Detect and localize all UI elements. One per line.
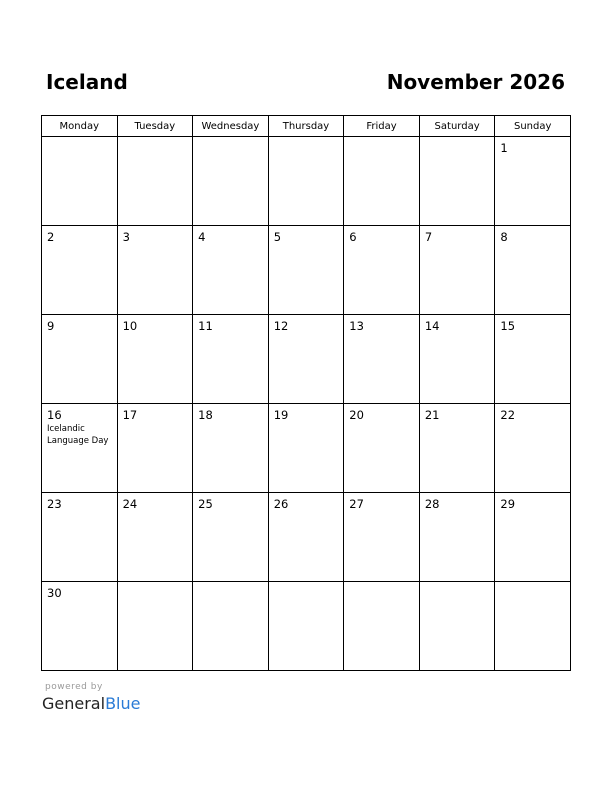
- day-number: [118, 137, 193, 141]
- day-number: [495, 582, 570, 586]
- day-cell: [117, 137, 193, 226]
- day-cell: [117, 226, 193, 315]
- day-number: 29: [500, 497, 516, 511]
- powered-by-text: powered by: [45, 682, 103, 692]
- day-cell: [344, 226, 420, 315]
- day-cell: [495, 404, 571, 493]
- generalblue-logo[interactable]: [42, 694, 140, 713]
- day-cell: [193, 226, 269, 315]
- day-number: 15: [500, 319, 516, 333]
- day-number: 22: [500, 408, 516, 422]
- calendar-country: Iceland: [46, 70, 128, 94]
- day-cell: [193, 582, 269, 671]
- weekday-header-row: [42, 116, 571, 137]
- day-cell: [193, 404, 269, 493]
- day-number: [269, 137, 344, 141]
- day-cell: [419, 493, 495, 582]
- day-cell: [268, 315, 344, 404]
- day-number: 12: [273, 319, 289, 333]
- day-number: 18: [198, 408, 213, 422]
- day-number: [42, 137, 117, 141]
- weekday-header: Wednesday: [193, 116, 269, 137]
- day-cell: [344, 582, 420, 671]
- day-number: [344, 137, 419, 141]
- day-number: 3: [122, 230, 130, 244]
- day-cell: [344, 493, 420, 582]
- weekday-header: Friday: [344, 116, 420, 137]
- week-row: [42, 137, 571, 226]
- day-cell: [419, 226, 495, 315]
- week-row: [42, 582, 571, 671]
- day-number: 1: [500, 141, 508, 155]
- day-cell: [42, 582, 118, 671]
- day-cell: [42, 226, 118, 315]
- day-cell: [268, 493, 344, 582]
- day-cell: [419, 315, 495, 404]
- day-number: 19: [273, 408, 289, 422]
- day-number: [118, 582, 193, 586]
- day-number: 16: [47, 408, 62, 422]
- day-number: 25: [198, 497, 213, 511]
- day-cell: [419, 582, 495, 671]
- day-number: 26: [273, 497, 289, 511]
- day-cell: [42, 315, 118, 404]
- weekday-header: Sunday: [495, 116, 571, 137]
- logo-blue-text: Blue: [105, 694, 141, 713]
- day-cell: [268, 137, 344, 226]
- day-number: 24: [122, 497, 138, 511]
- day-cell: [268, 404, 344, 493]
- day-cell: [117, 582, 193, 671]
- day-number: 17: [122, 408, 138, 422]
- day-number: 27: [349, 497, 364, 511]
- day-cell: [193, 493, 269, 582]
- day-cell: [117, 493, 193, 582]
- weekday-header: Tuesday: [117, 116, 193, 137]
- day-cell: [193, 315, 269, 404]
- day-number: 23: [47, 497, 62, 511]
- day-number: 4: [198, 230, 206, 244]
- day-cell: [495, 315, 571, 404]
- day-cell: [42, 137, 118, 226]
- day-number: 2: [47, 230, 55, 244]
- week-row: [42, 404, 571, 493]
- day-number: 30: [47, 586, 62, 600]
- day-number: 28: [424, 497, 440, 511]
- day-cell: [344, 404, 420, 493]
- day-cell: [42, 493, 118, 582]
- weekday-header: Thursday: [268, 116, 344, 137]
- day-cell: [495, 137, 571, 226]
- day-number: 9: [47, 319, 55, 333]
- day-number: 13: [349, 319, 364, 333]
- day-number: 14: [424, 319, 440, 333]
- weekday-header: Saturday: [419, 116, 495, 137]
- day-number: 20: [349, 408, 364, 422]
- day-number: [344, 582, 419, 586]
- holiday-label: Icelandic Language Day: [47, 424, 109, 446]
- week-row: [42, 315, 571, 404]
- day-number: [193, 582, 268, 586]
- day-number: [420, 137, 495, 141]
- day-cell: [495, 493, 571, 582]
- day-number: [269, 582, 344, 586]
- weekday-header: Monday: [42, 116, 118, 137]
- day-number: 8: [500, 230, 508, 244]
- day-number: 10: [122, 319, 138, 333]
- day-number: 11: [198, 319, 213, 333]
- day-cell: [495, 226, 571, 315]
- week-row: [42, 226, 571, 315]
- day-number: 7: [424, 230, 433, 244]
- calendar-month: November 2026: [386, 70, 565, 94]
- week-row: [42, 493, 571, 582]
- day-number: 21: [424, 408, 440, 422]
- logo-general-text: General: [42, 694, 106, 713]
- calendar-grid: [41, 115, 571, 671]
- day-number: 6: [349, 230, 357, 244]
- day-cell: [419, 137, 495, 226]
- day-cell: [344, 137, 420, 226]
- day-cell: [344, 315, 420, 404]
- day-cell: [193, 137, 269, 226]
- day-number: [193, 137, 268, 141]
- day-cell: [495, 582, 571, 671]
- day-number: [420, 582, 495, 586]
- day-cell: [268, 582, 344, 671]
- day-cell: [419, 404, 495, 493]
- day-cell: [117, 315, 193, 404]
- day-cell: [42, 404, 118, 493]
- day-cell: [117, 404, 193, 493]
- day-number: 5: [273, 230, 282, 244]
- day-cell: [268, 226, 344, 315]
